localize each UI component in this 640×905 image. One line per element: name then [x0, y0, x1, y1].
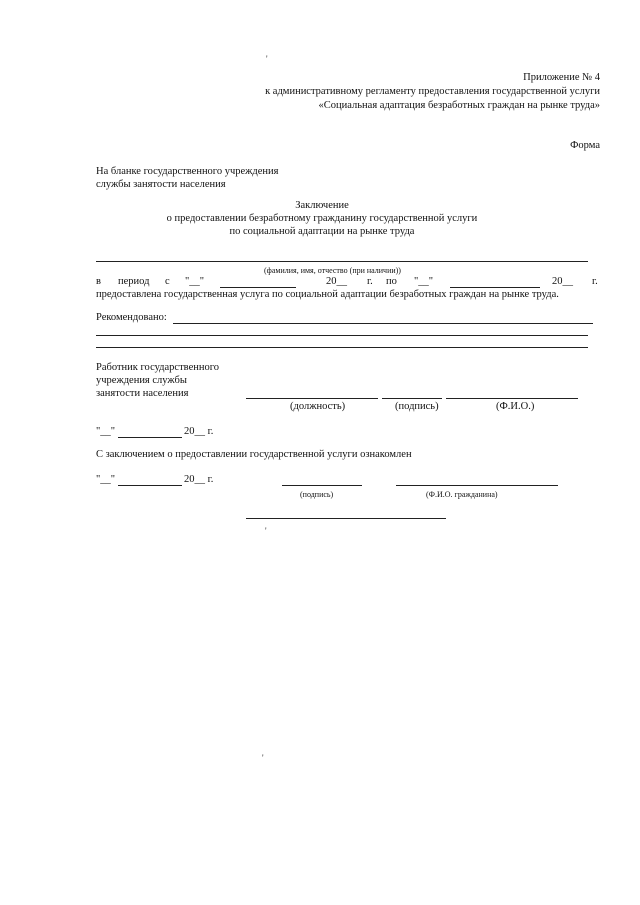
worker-position-field[interactable]: [246, 398, 378, 399]
date2-day: "__": [96, 474, 116, 485]
period-s: с: [165, 276, 170, 287]
worker-position-caption: (должность): [290, 401, 346, 412]
date1-month-field[interactable]: [118, 437, 182, 438]
date1-year: 20__ г.: [184, 426, 214, 437]
worker-line-3: занятости населения: [96, 388, 189, 399]
worker-line-2: учреждения службы: [96, 375, 187, 386]
end-divider: [246, 518, 446, 519]
period-g2: г.: [592, 276, 598, 287]
period-po: по: [386, 276, 397, 287]
document-subtitle-2: по социальной адаптации на рынке труда: [229, 226, 415, 237]
document-subtitle-1: о предоставлении безработному гражданину государственной услуги: [166, 213, 478, 224]
worker-fio-field[interactable]: [446, 398, 578, 399]
worker-signature-caption: (подпись): [395, 401, 439, 412]
scan-mark: ': [262, 753, 264, 763]
document-title: Заключение: [295, 200, 349, 211]
period-start-month-field[interactable]: [220, 287, 296, 288]
appendix-line-1: к административному регламенту предоставления государственной услуги: [265, 86, 600, 97]
citizen-fio-field[interactable]: [396, 485, 558, 486]
scan-mark: ': [265, 526, 267, 536]
date2-year: 20__ г.: [184, 474, 214, 485]
service-provided-text: предоставлена государственная услуга по социальной адаптации безработных граждан на рынке труда.: [96, 289, 559, 300]
scan-mark: ': [266, 54, 268, 64]
citizen-fio-caption: (Ф.И.О. гражданина): [426, 490, 498, 499]
form-label: Форма: [570, 140, 600, 151]
appendix-line-2: «Социальная адаптация безработных граждан на рынке труда»: [318, 100, 600, 111]
fio-caption: (фамилия, имя, отчество (при наличии)): [264, 266, 401, 275]
period-g1: г.: [367, 276, 373, 287]
recommended-label: Рекомендовано:: [96, 312, 167, 323]
period-end-day: "__": [414, 276, 434, 287]
citizen-signature-caption: (подпись): [300, 490, 334, 499]
blank-line-1: На бланке государственного учреждения: [96, 166, 279, 177]
date1-day: "__": [96, 426, 116, 437]
worker-line-1: Работник государственного: [96, 362, 220, 373]
date2-month-field[interactable]: [118, 485, 182, 486]
worker-fio-caption: (Ф.И.О.): [496, 401, 535, 412]
appendix-number: Приложение № 4: [523, 72, 600, 83]
period-end-year: 20__: [552, 276, 573, 287]
period-start-year: 20__: [326, 276, 347, 287]
period-word: период: [118, 276, 150, 287]
recommended-line-3[interactable]: [96, 347, 588, 348]
period-start-day: "__": [185, 276, 205, 287]
fio-line[interactable]: [96, 261, 588, 262]
blank-line-2: службы занятости населения: [96, 179, 226, 190]
period-v: в: [96, 276, 101, 287]
period-end-month-field[interactable]: [450, 287, 540, 288]
worker-signature-field[interactable]: [382, 398, 442, 399]
citizen-signature-field[interactable]: [282, 485, 362, 486]
recommended-line-1[interactable]: [173, 323, 593, 324]
recommended-line-2[interactable]: [96, 335, 588, 336]
acquainted-text: С заключением о предоставлении государственной услуги ознакомлен: [96, 449, 412, 460]
